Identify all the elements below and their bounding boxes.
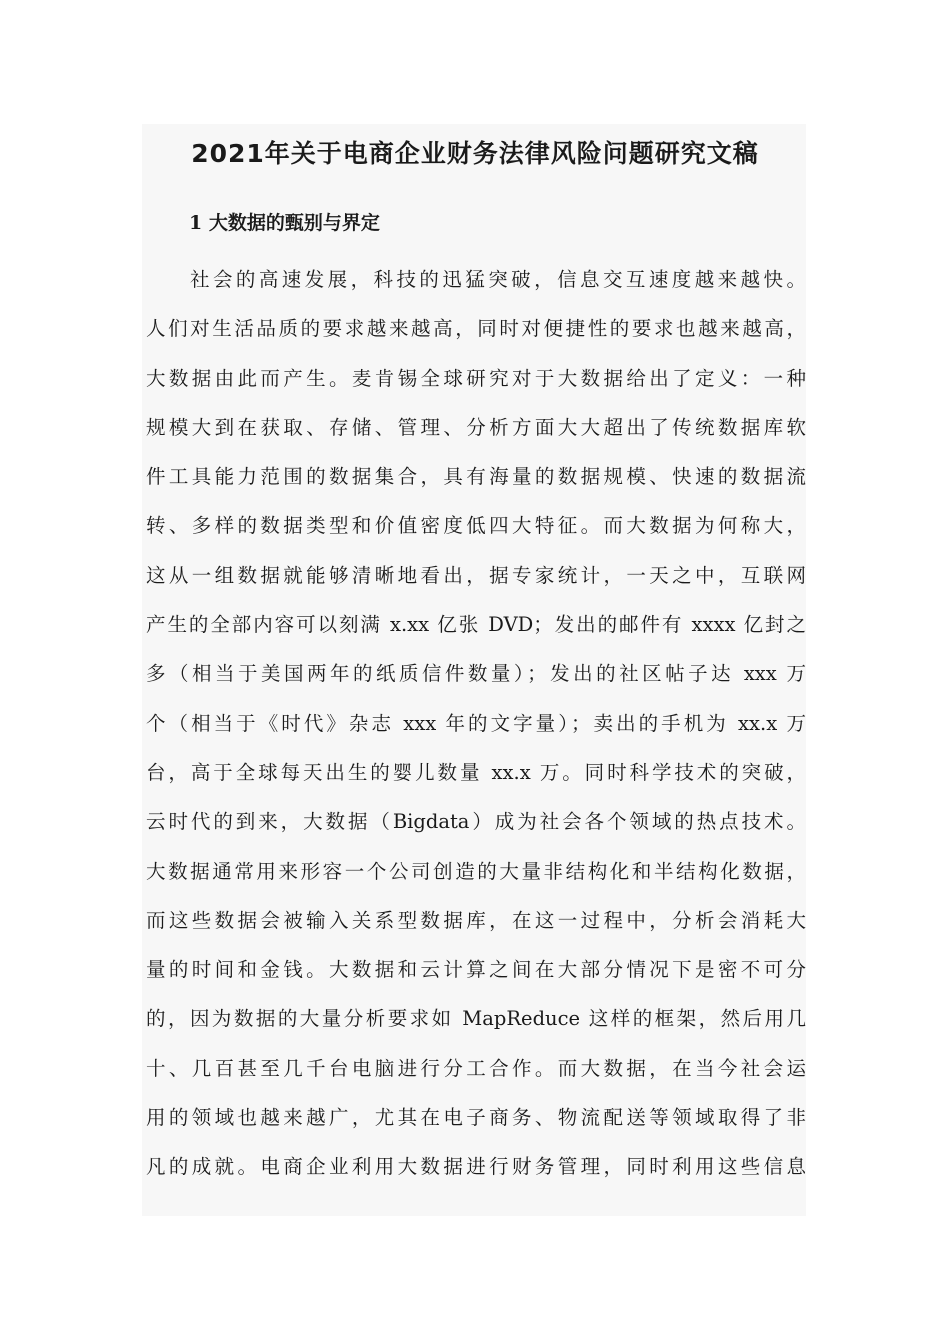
body-paragraph [146, 255, 806, 1192]
paragraph-line: 台，高于全球每天出生的婴儿数量 xx.x 万。同时科学技术的突破， [146, 760, 806, 784]
section-heading: 1 大数据的甄别与界定 [189, 212, 380, 234]
paragraph-line: 大数据由此而产生。麦肯锡全球研究对于大数据给出了定义：一种 [146, 366, 806, 390]
paragraph-line: 而这些数据会被输入关系型数据库，在这一过程中，分析会消耗大 [146, 908, 806, 932]
paragraph-line: 转、多样的数据类型和价值密度低四大特征。而大数据为何称大， [146, 514, 806, 538]
paragraph-line: 多（相当于美国两年的纸质信件数量）；发出的社区帖子达 xxx 万 [146, 662, 806, 686]
paragraph-line: 个（相当于《时代》杂志 xxx 年的文字量）；卖出的手机为 xx.x 万 [146, 711, 806, 735]
paragraph-line: 件工具能力范围的数据集合，具有海量的数据规模、快速的数据流 [146, 465, 806, 489]
paragraph-line: 这从一组数据就能够清晰地看出，据专家统计，一天之中，互联网 [146, 563, 806, 587]
paragraph-line: 社会的高速发展，科技的迅猛突破，信息交互速度越来越快。 [190, 268, 806, 291]
paragraph-line: 产生的全部内容可以刻满 x.xx 亿张 DVD；发出的邮件有 xxxx 亿封之 [146, 613, 806, 637]
paragraph-line: 大数据通常用来形容一个公司创造的大量非结构化和半结构化数据， [146, 859, 806, 883]
paragraph-line: 的，因为数据的大量分析要求如 MapReduce 这样的框架，然后用几 [146, 1007, 806, 1031]
paragraph-line: 十、几百甚至几千台电脑进行分工合作。而大数据，在当今社会运 [146, 1056, 806, 1080]
document-title: 2021年关于电商企业财务法律风险问题研究文稿 [191, 139, 759, 168]
paragraph-line: 用的领域也越来越广，尤其在电子商务、物流配送等领域取得了非 [146, 1106, 806, 1130]
paragraph-line: 规模大到在获取、存储、管理、分析方面大大超出了传统数据库软 [146, 415, 806, 439]
paragraph-line: 人们对生活品质的要求越来越高，同时对便捷性的要求也越来越高， [146, 317, 806, 341]
paragraph-line: 凡的成就。电商企业利用大数据进行财务管理，同时利用这些信息 [146, 1155, 806, 1179]
paragraph-line: 量的时间和金钱。大数据和云计算之间在大部分情况下是密不可分 [146, 958, 806, 982]
paragraph-line: 云时代的到来，大数据（Bigdata）成为社会各个领域的热点技术。 [146, 810, 806, 834]
